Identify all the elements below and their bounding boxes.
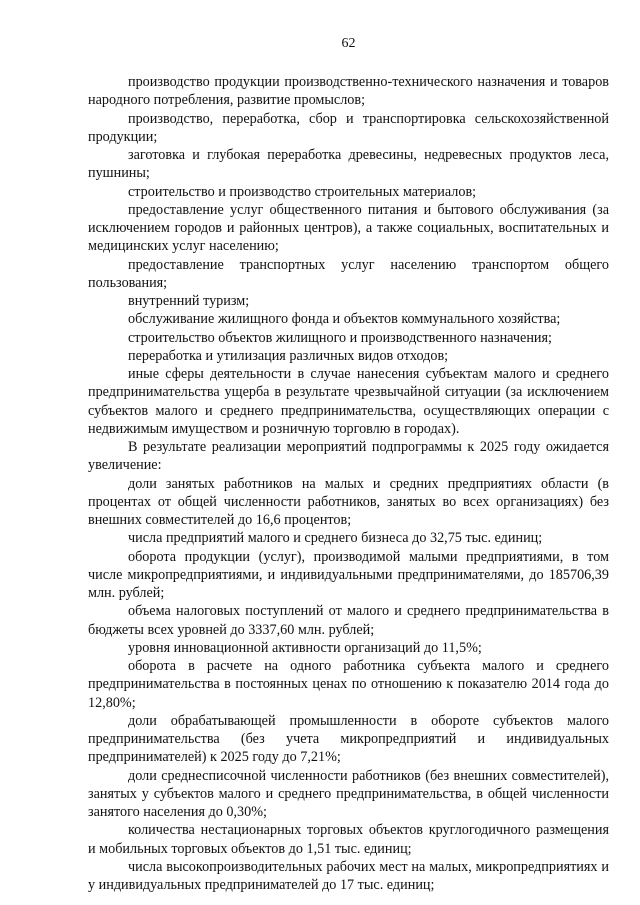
paragraph: предоставление транспортных услуг населению транспортом общего пользования; [88, 256, 609, 291]
paragraph: переработка и утилизация различных видов отходов; [128, 347, 449, 364]
paragraph: производство продукции производственно-технического назначения и товаров народного потребления, развитие промыслов; [88, 74, 609, 109]
paragraph: объема налоговых поступлений от малого и среднего предпринимательства в бюджеты всех уровней до 3337,60 млн. рублей; [88, 603, 609, 638]
paragraph: производство, переработка, сбор и транспортировка сельскохозяйственной продукции; [88, 110, 609, 145]
paragraph: внутренний туризм; [128, 293, 250, 309]
paragraph: заготовка и глубокая переработка древесины, недревесных продуктов леса, пушнины; [88, 147, 609, 182]
paragraph: В результате реализации мероприятий подпрограммы к 2025 году ожидается увеличение: [88, 439, 609, 474]
paragraph: доли занятых работников на малых и средних предприятиях области (в процентах от общей численности работников, занятых во всех организациях) без внешних совместителей до 16,6 процентов; [88, 475, 609, 528]
page-number: 62 [341, 36, 356, 51]
paragraph: иные сферы деятельности в случае нанесения субъектам малого и среднего предпринимательства ущерба в результате чрезвычайной ситуации (за исключением субъектов малого и среднего предпринимательства, осуществляющих операции с недвижимым имуществом и розничную торговлю в городах). [88, 366, 609, 437]
paragraph: строительство объектов жилищного и производственного назначения; [128, 329, 552, 346]
paragraph: числа предприятий малого и среднего бизнеса до 32,75 тыс. единиц; [128, 530, 543, 547]
paragraph: числа высокопроизводительных рабочих мест на малых, микропредприятиях и у индивидуальных предпринимателей до 17 тыс. единиц; [88, 858, 609, 893]
paragraph: обслуживание жилищного фонда и объектов коммунального хозяйства; [128, 311, 561, 328]
body-text [88, 73, 609, 894]
paragraph: строительство и производство строительных материалов; [128, 183, 477, 200]
paragraph: доли обрабатывающей промышленности в обороте субъектов малого предпринимательства (без учета микропредприятий и индивидуальных предпринимателей) к 2025 году до 7,21%; [88, 712, 609, 766]
paragraph: предоставление услуг общественного питания и бытового обслуживания (за исключением городов и районных центров), а также социальных, воспитательных и медицинских услуг населению; [88, 201, 609, 255]
paragraph: оборота продукции (услуг), производимой малыми предприятиями, в том числе микропредприятиями, и индивидуальными предпринимателями, до 185706,39 млн. рублей; [88, 548, 609, 601]
paragraph: оборота в расчете на одного работника субъекта малого и среднего предпринимательства в постоянных ценах по отношению к показателю 2014 года до 12,80%; [88, 658, 609, 711]
paragraph: уровня инновационной активности организаций до 11,5%; [128, 639, 482, 656]
paragraph: доли среднесписочной численности работников (без внешних совместителей), занятых у субъектов малого и среднего предпринимательства, в общей численности занятого населения до 0,30%; [88, 767, 609, 820]
paragraph: количества нестационарных торговых объектов круглогодичного размещения и мобильных торговых объектов до 1,51 тыс. единиц; [88, 822, 609, 857]
